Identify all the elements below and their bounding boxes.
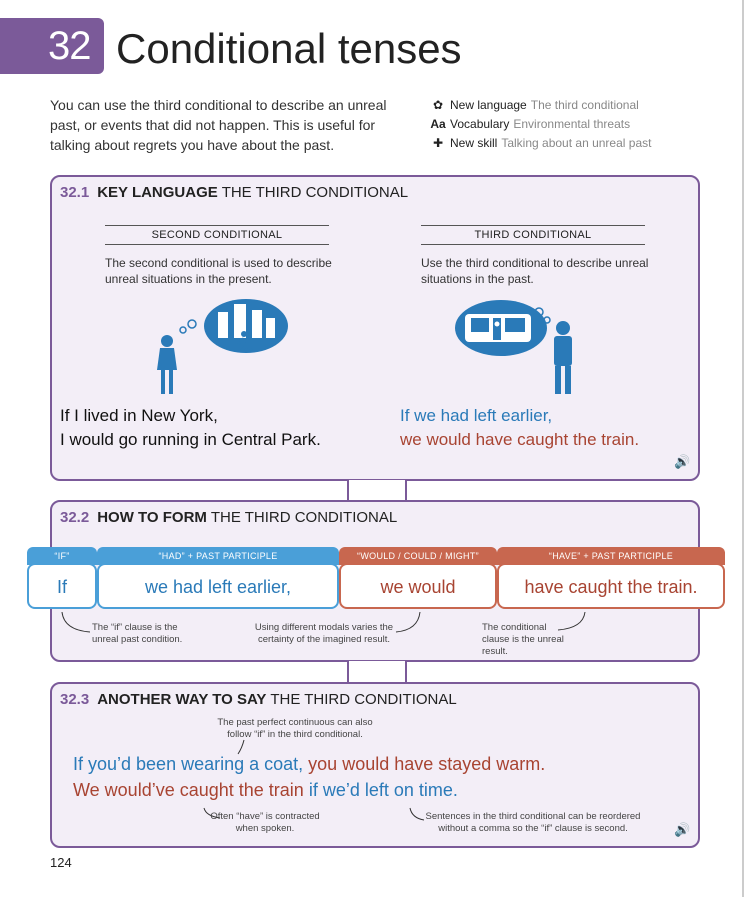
audio-speaker-icon[interactable]: 🔊 — [674, 822, 691, 837]
example-line-2 — [73, 777, 458, 803]
panel-connector — [347, 661, 407, 683]
reordering-note: Sentences in the third conditional can be reordered without a comma so the “if” clause is second. — [425, 811, 641, 834]
puzzle-icon: ✚ — [432, 136, 444, 150]
panel-connector — [347, 480, 407, 502]
section-rest: THE THIRD CONDITIONAL — [270, 691, 457, 708]
third-conditional-line-2: we would have caught the train. — [400, 430, 640, 449]
meta-vocabulary — [428, 116, 630, 132]
missed-train-illustration — [455, 298, 595, 398]
section-key: HOW TO FORM — [97, 509, 207, 526]
have-past-participle-label: “HAVE” + PAST PARTICIPLE — [497, 547, 725, 565]
thought-bubble-icon — [180, 299, 288, 353]
meta-key: New language — [450, 98, 527, 112]
second-conditional-line-1: If I lived in New York, — [60, 406, 218, 425]
second-conditional-description: The second conditional is used to describe unreal situations in the present. — [105, 256, 332, 286]
section-heading — [60, 183, 408, 203]
example-line-1 — [73, 751, 545, 777]
section-key: KEY LANGUAGE — [97, 184, 218, 201]
modals-note: Using different modals varies the certainty of the imagined result. — [254, 622, 394, 645]
meta-value: Talking about an unreal past — [501, 136, 652, 150]
section-number: 32.2 — [60, 509, 90, 526]
if-piece: If — [27, 563, 97, 609]
section-number: 32.3 — [60, 691, 90, 708]
meta-value: The third conditional — [530, 98, 639, 112]
section-heading — [60, 508, 397, 528]
intro-text: You can use the third conditional to describe an unreal past, or events that did not happen. This is useful for talking about regrets you have about the past. — [50, 97, 387, 153]
section-number: 32.1 — [60, 184, 90, 201]
result-clause: you would have stayed warm. — [308, 754, 546, 774]
had-past-participle-label: “HAD” + PAST PARTICIPLE — [97, 547, 339, 565]
third-conditional-heading: THIRD CONDITIONAL — [421, 225, 645, 245]
second-conditional-heading: SECOND CONDITIONAL — [105, 225, 329, 245]
page-edge-divider — [742, 0, 744, 897]
meta-key: Vocabulary — [450, 117, 510, 131]
result-clause: We would’ve caught the train — [73, 780, 304, 800]
section-heading — [60, 690, 457, 710]
man-figure-icon — [554, 321, 572, 394]
if-clause: If you’d been wearing a coat, — [73, 754, 304, 774]
running-in-park-illustration — [150, 298, 290, 398]
if-piece-label: “IF” — [27, 547, 97, 565]
if-clause-note: The “if” clause is the unreal past condition. — [92, 622, 183, 645]
second-conditional-line-2: I would go running in Central Park. — [60, 430, 321, 449]
section-key: ANOTHER WAY TO SAY — [97, 691, 267, 708]
third-conditional-line-1: If we had left earlier, — [400, 406, 553, 425]
page-title: Conditional tenses — [116, 25, 462, 72]
contraction-note: Often “have” is contracted when spoken. — [210, 811, 320, 834]
gears-icon: ✿ — [432, 98, 444, 112]
section-rest: THE THIRD CONDITIONAL — [210, 509, 398, 526]
third-conditional-description: Use the third conditional to describe unreal situations in the past. — [421, 256, 649, 286]
thought-bubble-icon — [455, 300, 550, 356]
vocabulary-icon: Aa — [430, 117, 446, 131]
meta-value: Environmental threats — [513, 117, 631, 131]
woman-figure-icon — [157, 335, 177, 394]
modal-piece: we would — [339, 563, 497, 609]
conditional-clause-note: The conditional clause is the unreal result. — [482, 622, 564, 657]
if-clause: if we’d left on time. — [308, 780, 458, 800]
had-past-participle-piece: we had left earlier, — [97, 563, 339, 609]
unit-number-badge: 32 — [0, 18, 104, 74]
page-number: 124 — [50, 855, 72, 870]
modal-label: “WOULD / COULD / MIGHT” — [339, 547, 497, 565]
have-past-participle-piece: have caught the train. — [497, 563, 725, 609]
section-rest: THE THIRD CONDITIONAL — [221, 184, 409, 201]
past-perfect-continuous-note: The past perfect continuous can also follow “if” in the third conditional. — [217, 717, 373, 740]
meta-key: New skill — [450, 136, 498, 150]
meta-new-language — [428, 97, 639, 113]
audio-speaker-icon[interactable]: 🔊 — [674, 454, 691, 469]
meta-new-skill — [428, 135, 651, 151]
